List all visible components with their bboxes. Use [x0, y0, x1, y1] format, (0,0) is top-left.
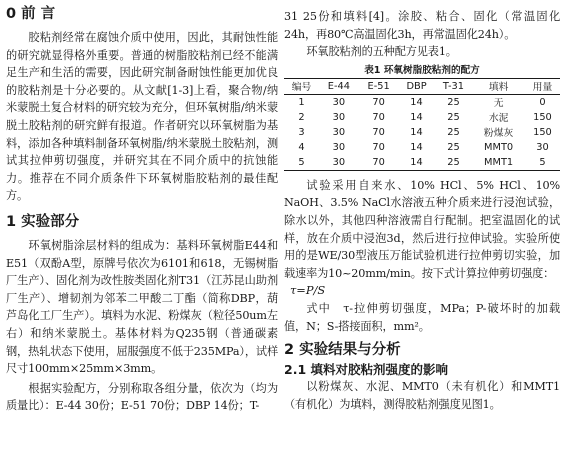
subsection-paragraph: 以粉煤灰、水泥、MMT0（未有机化）和MMT1（有机化）为填料，测得胶粘剂强度见图1。 [284, 380, 560, 411]
table-cell: 14 [410, 141, 423, 153]
continued-paragraph: 31 25份和填料[4]。涂胶、粘合、固化（常温固化24h，再80℃高温固化3h，再常温固化24h）。 [284, 10, 560, 41]
table-cell: MMT0 [484, 141, 514, 153]
table-cell: 14 [410, 126, 423, 138]
table-header-cell: DBP [406, 80, 427, 92]
table-cell: 150 [533, 126, 552, 138]
table-cell: 30 [536, 141, 549, 153]
table-header-cell: 填料 [488, 82, 509, 94]
table-cell: 1 [298, 96, 305, 108]
table-cell: MMT1 [484, 156, 514, 168]
table-cell: 4 [298, 141, 305, 153]
table-cell: 14 [410, 111, 423, 123]
table-row [284, 140, 560, 155]
table-cell: 70 [372, 111, 385, 123]
table-header-cell: 编号 [291, 82, 312, 94]
table-title: 表1 环氧树脂胶粘剂的配方 [364, 64, 480, 76]
table-row [284, 94, 560, 110]
experiment-heading: 1 实验部分 [6, 213, 80, 230]
table-cell: 3 [298, 126, 305, 138]
intro-paragraph: 胶粘剂经常在腐蚀介质中使用，因此，其耐蚀性能的研究就显得格外重要。普通的树脂胶粘剂已经不能满足生产和生活的需要，因此研究制备耐蚀性能更加优良的胶粘剂是十分必要的。从文献[1-3]上看，聚合物/纳米蒙脱土复合材料的研究较为充分，但环氧树脂/纳米蒙脱土胶粘剂的研究鲜有报道。作者研究以环氧树脂为基料，添加各种填料制备环氧树脂/纳米蒙脱土胶粘剂，测试其拉伸剪切强度，并研究其在不同介质中的抗蚀能力。推荐在不同介质条件下环氧树脂胶粘剂的最佳配方。 [6, 31, 278, 203]
left-column [6, 0, 278, 415]
table-cell: 5 [539, 156, 546, 168]
table-header-cell: E-44 [327, 80, 350, 92]
test-method-paragraph: 试验采用自来水、10% HCl、5% HCl、10% NaOH、3.5% NaCl水溶液五种介质来进行浸泡试验，除水以外，其他四种溶液需自行配制。把室温固化的试样，放在介质中浸泡3d，然后进行拉伸试验。实验所使用的是WE/30型液压万能试验机进行拉伸剪切实验，加载速率为10~20mm/min。按下式计算拉伸剪切强度： [284, 178, 560, 280]
table-cell: 水泥 [488, 113, 509, 125]
table-header-row [284, 78, 560, 94]
table-cell: 5 [298, 156, 305, 168]
table-cell: 70 [372, 126, 385, 138]
table-header-cell: 用量 [532, 82, 553, 94]
table-cell: 30 [332, 126, 346, 138]
subsection-heading: 2.1 填料对胶粘剂强度的影响 [284, 362, 448, 378]
table-header-cell: T-31 [442, 80, 464, 92]
table-cell: 70 [372, 156, 385, 168]
formula-description: 式中 τ-拉伸剪切强度，MPa；P-破坏时的加载值，N；S-搭接面积，mm²。 [284, 301, 560, 333]
intro-heading: 0 前 言 [6, 6, 56, 22]
table-cell: 25 [447, 111, 460, 123]
table-cell: 150 [533, 111, 552, 123]
table-cell: 30 [332, 96, 346, 108]
table-header-cell: E-51 [367, 80, 390, 92]
experiment-paragraph-materials: 环氧树脂涂层材料的组成为：基料环氧树脂E44和E51（双酚A型，原牌号依次为6101和618，无锡树脂厂生产）、固化剂为改性胺类固化剂T31（江苏昆山助剂厂生产）、增韧剂为邻苯二甲酸二丁酯（简称DBP，葫芦岛化工厂生产）。填料为水泥、粉煤灰（粒径50um左右）和纳米蒙脱土。基体材料为Q235钢（普通碳素钢，热轧状态下使用，屈服强度不低于235MPa），试样尺寸100mm×25mm×3mm。 [6, 238, 278, 376]
table-cell: 25 [447, 156, 460, 168]
table-cell: 30 [332, 156, 346, 168]
table-cell: 2 [298, 111, 305, 123]
table-cell: 0 [539, 96, 546, 108]
right-column [284, 0, 560, 413]
table-cell: 70 [372, 96, 385, 108]
table-row [284, 125, 560, 140]
table-cell: 25 [447, 96, 460, 108]
table-cell: 30 [332, 111, 346, 123]
table-cell: 25 [447, 126, 460, 138]
formula-equation: τ=P/S [290, 283, 326, 298]
table-cell: 14 [410, 96, 423, 108]
experiment-paragraph-formula: 根据实验配方，分别称取各组分量，依次为（均为质量比）：E-44 30份；E-51 70份；DBP 14份；T- [6, 381, 278, 413]
table-row [284, 110, 560, 125]
formulas-intro-line: 环氧胶粘剂的五种配方见表1。 [306, 45, 457, 59]
table-row [284, 155, 560, 171]
table-cell: 14 [410, 156, 423, 168]
table-cell: 粉煤灰 [483, 128, 514, 140]
table-cell: 25 [447, 141, 460, 153]
formula-table [284, 78, 560, 171]
table-cell: 无 [493, 98, 504, 110]
table-cell: 70 [372, 141, 385, 153]
table-cell: 30 [332, 141, 346, 153]
results-heading: 2 实验结果与分析 [284, 342, 401, 359]
